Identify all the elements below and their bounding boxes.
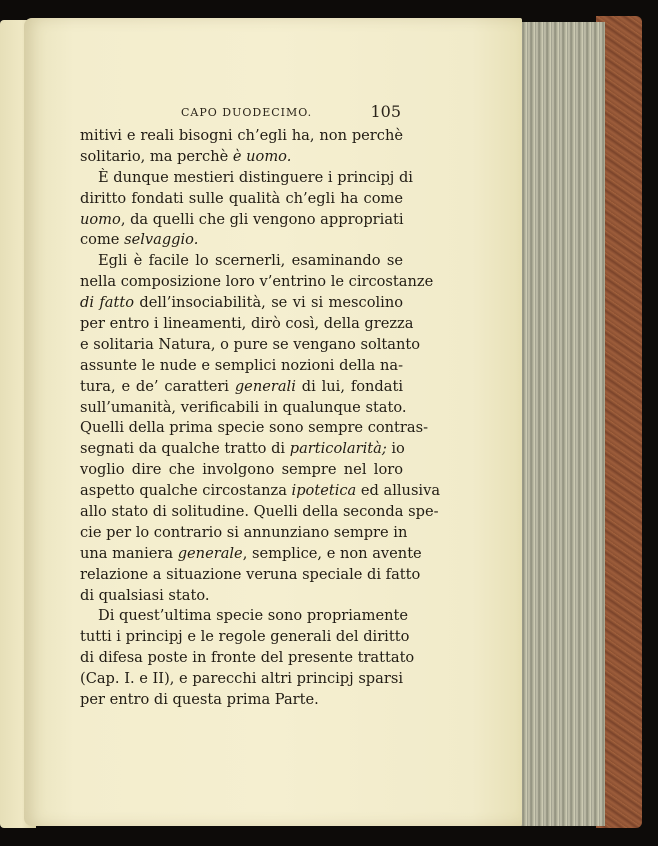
text-run: solitario, ma perchè — [80, 147, 233, 165]
italic-run: selvaggio. — [124, 231, 199, 249]
text-line — [80, 523, 408, 544]
text-line — [80, 418, 429, 439]
italic-run: è uomo. — [232, 147, 292, 165]
text-line — [80, 502, 439, 523]
italic-run: ipotetica — [291, 482, 357, 500]
text-line — [80, 251, 403, 272]
page-block-edges — [518, 22, 605, 826]
text-run: aspetto qualche circostanza — [80, 482, 292, 500]
text-run: sull’umanità, verificabili in qualunque stato. — [80, 398, 407, 416]
text-run: Quelli della prima specie sono sempre contras- — [80, 419, 429, 437]
text-run: di difesa poste in fronte del presente trattato — [80, 649, 415, 667]
text-line — [80, 314, 414, 335]
text-line — [80, 272, 434, 293]
text-line — [80, 230, 403, 251]
text-line — [80, 293, 403, 314]
text-run: tutti i principj e le regole generali del diritto — [80, 628, 410, 646]
italic-run: generale — [177, 544, 243, 562]
text-run: come — [80, 231, 125, 249]
text-line — [80, 481, 441, 502]
text-run: segnati da qualche tratto di — [80, 440, 290, 458]
text-line — [80, 460, 403, 481]
text-run: diritto fondati sulle qualità ch’egli ha come — [80, 189, 403, 207]
text-run: per entro i lineamenti, dirò così, della grezza — [80, 315, 414, 333]
italic-run: di fatto — [80, 294, 135, 312]
text-run: (Cap. I. e II), e parecchi altri principj sparsi — [80, 670, 403, 688]
text-run: Di quest’ultima specie sono propriamente — [98, 607, 409, 625]
text-line — [80, 565, 421, 586]
text-run: , semplice, e non avente — [242, 544, 422, 562]
text-line — [80, 690, 403, 711]
text-line — [80, 210, 403, 231]
text-line — [80, 439, 403, 460]
text-line — [80, 606, 409, 627]
text-run: cie per lo contrario si annunziano sempre in — [80, 523, 408, 541]
text-line — [80, 189, 403, 210]
text-run: Egli è facile lo scernerli, esaminando se — [98, 252, 403, 270]
text-line — [80, 126, 403, 147]
text-line — [80, 356, 403, 377]
text-line — [80, 586, 403, 607]
text-run: , da quelli che gli vengono appropriati — [120, 210, 404, 228]
text-line — [80, 168, 413, 189]
text-line — [80, 627, 410, 648]
text-run: dell’insociabilità, se vi si mescolino — [134, 294, 403, 312]
running-head — [181, 102, 401, 126]
text-run: io — [386, 440, 405, 458]
text-line — [80, 398, 407, 419]
text-run: È dunque mestieri distinguere i principj di — [98, 168, 413, 186]
text-run: ed allusiva — [356, 482, 441, 500]
text-run: voglio dire che involgono sempre nel loro — [80, 461, 403, 479]
text-run: assunte le nude e semplici nozioni della na- — [80, 356, 403, 374]
text-run: una maniera — [80, 544, 178, 562]
text-line — [80, 377, 403, 398]
text-run: relazione a situazione veruna speciale di fatto — [80, 565, 421, 583]
text-run: nella composizione loro v’entrino le circostanze — [80, 273, 434, 291]
text-line — [80, 648, 415, 669]
text-line — [80, 544, 422, 565]
text-run: di qualsiasi stato. — [80, 586, 210, 604]
section-title: CAPO DUODECIMO. — [181, 106, 313, 119]
body-text — [80, 126, 441, 711]
text-run: tura, e de’ caratteri — [80, 377, 235, 395]
text-line — [80, 335, 421, 356]
italic-run: uomo — [80, 210, 121, 228]
italic-run: particolarità; — [289, 440, 387, 458]
text-run: di lui, fondati — [295, 377, 403, 395]
text-run: e solitaria Natura, o pure se vengano soltanto — [80, 335, 421, 353]
text-line — [80, 669, 403, 690]
text-run: mitivi e reali bisogni ch’egli ha, non perchè — [80, 127, 403, 144]
italic-run: generali — [234, 377, 296, 395]
page-number: 105 — [370, 102, 401, 121]
text-run: allo stato di solitudine. Quelli della seconda spe- — [80, 503, 439, 521]
text-line — [80, 147, 403, 168]
text-run: per entro di questa prima Parte. — [80, 691, 319, 709]
